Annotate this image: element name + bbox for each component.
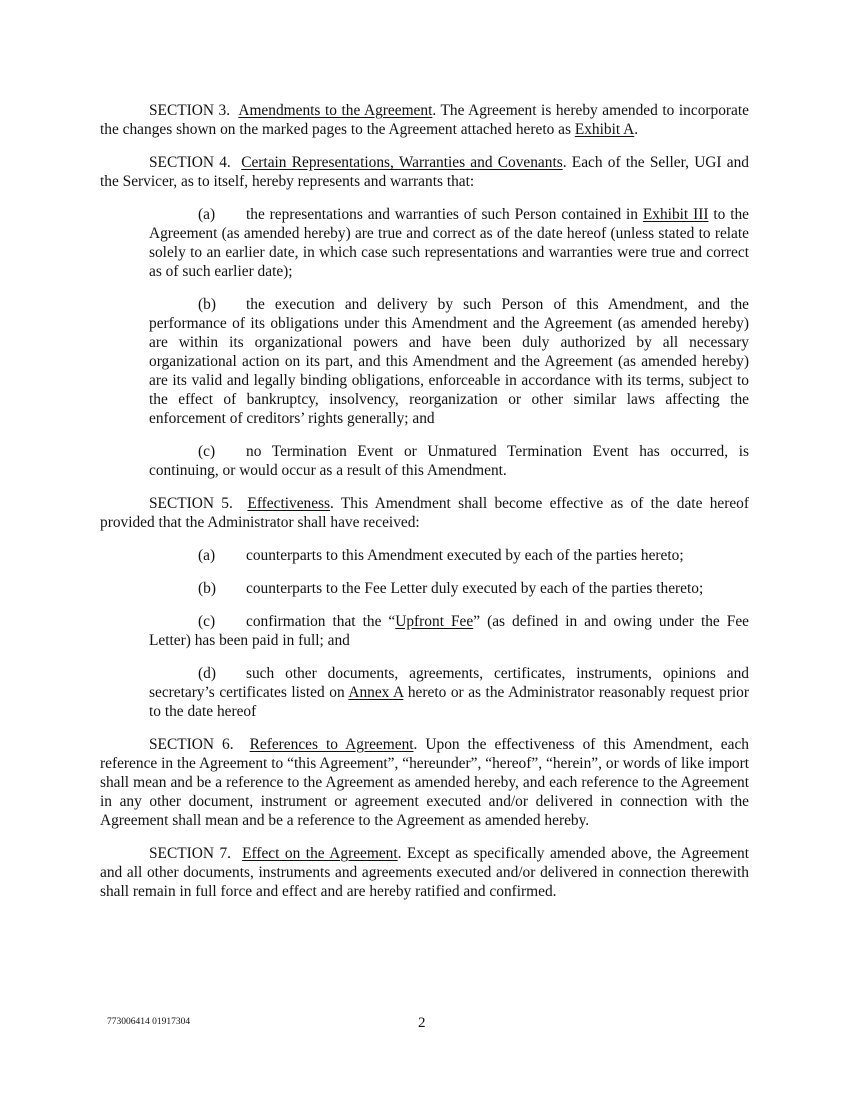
section-5: SECTION 5. Effectiveness. This Amendment shall become effective as of the date hereof provided that the Administrator shall have received: (100, 495, 749, 531)
clause-4a: (a) the representations and warranties of such Person contained in Exhibit III to the Agreement (as amended hereby) are true and correct as of the date hereof (unless stated to relate solely to an earlier date, in which case such representations and warranties were true and correct as of such earlier date); (149, 206, 749, 280)
clause-label: (b) (198, 580, 216, 597)
document-page (100, 101, 749, 915)
defined-term-reference: Upfront Fee (395, 613, 474, 630)
section-3: SECTION 3. Amendments to the Agreement. The Agreement is hereby amended to incorporate the changes shown on the marked pages to the Agreement attached hereto as Exhibit A. (100, 102, 749, 138)
section-title: Amendments to the Agreement (238, 102, 433, 119)
section-heading: SECTION 4. (149, 154, 231, 171)
exhibit-reference: Exhibit A (574, 121, 635, 138)
section-6: SECTION 6. References to Agreement. Upon the effectiveness of this Amendment, each reference in the Agreement to “this Agreement”, “hereunder”, “hereof”, “herein”, or words of like import shall mean and be a reference to the Agreement as amended hereby, and each reference to the Agreement in any other document, instrument or agreement executed and/or delivered in connection with the Agreement shall mean and be a reference to the Agreement as amended hereby. (100, 736, 749, 829)
clause-label: (c) (198, 443, 216, 460)
clause-5c: (c) confirmation that the “Upfront Fee” (as defined in and owing under the Fee Letter) has been paid in full; and (149, 613, 749, 649)
section-title: References to Agreement (249, 736, 414, 753)
clause-label: (c) (198, 613, 216, 630)
clause-5a: (a) counterparts to this Amendment executed by each of the parties hereto; (198, 547, 684, 564)
page-number: 2 (418, 1015, 426, 1031)
section-4: SECTION 4. Certain Representations, Warranties and Covenants. Each of the Seller, UGI and the Servicer, as to itself, hereby represents and warrants that: (100, 154, 749, 190)
clause-4b: (b) the execution and delivery by such Person of this Amendment, and the performance of its obligations under this Amendment and the Agreement (as amended hereby) are within its organizational powers and have been duly authorized by all necessary organizational action on its part, and this Amendment and the Agreement (as amended hereby) are its valid and legally binding obligations, enforceable in accordance with its terms, subject to the effect of bankruptcy, insolvency, reorganization or other similar laws affecting the enforcement of creditors’ rights generally; and (149, 296, 749, 427)
section-title: Certain Representations, Warranties and Covenants (241, 154, 563, 171)
section-heading: SECTION 3. (149, 102, 231, 119)
section-title: Effectiveness (247, 495, 331, 512)
section-title: Effect on the Agreement (242, 845, 398, 862)
clause-4c: (c) no Termination Event or Unmatured Termination Event has occurred, is continuing, or would occur as a result of this Amendment. (149, 443, 749, 479)
section-heading: SECTION 5. (149, 495, 233, 512)
annex-reference: Annex A (348, 684, 404, 701)
clause-label: (d) (198, 665, 216, 682)
clause-label: (a) (198, 547, 216, 564)
section-7: SECTION 7. Effect on the Agreement. Except as specifically amended above, the Agreement and all other documents, instruments and agreements executed and/or delivered in connection therewith shall remain in full force and effect and are hereby ratified and confirmed. (100, 845, 750, 900)
section-heading: SECTION 6. (149, 736, 234, 753)
clause-5b: (b) counterparts to the Fee Letter duly executed by each of the parties thereto; (198, 580, 704, 597)
clause-label: (a) (198, 206, 216, 223)
clause-label: (b) (198, 296, 216, 313)
document-id: 773006414 01917304 (107, 1017, 191, 1027)
clause-5d: (d) such other documents, agreements, certificates, instruments, opinions and secretary’s certificates listed on Annex A hereto or as the Administrator reasonably request prior to the date hereof (149, 665, 750, 720)
exhibit-reference: Exhibit III (642, 206, 709, 223)
section-heading: SECTION 7. (149, 845, 232, 862)
